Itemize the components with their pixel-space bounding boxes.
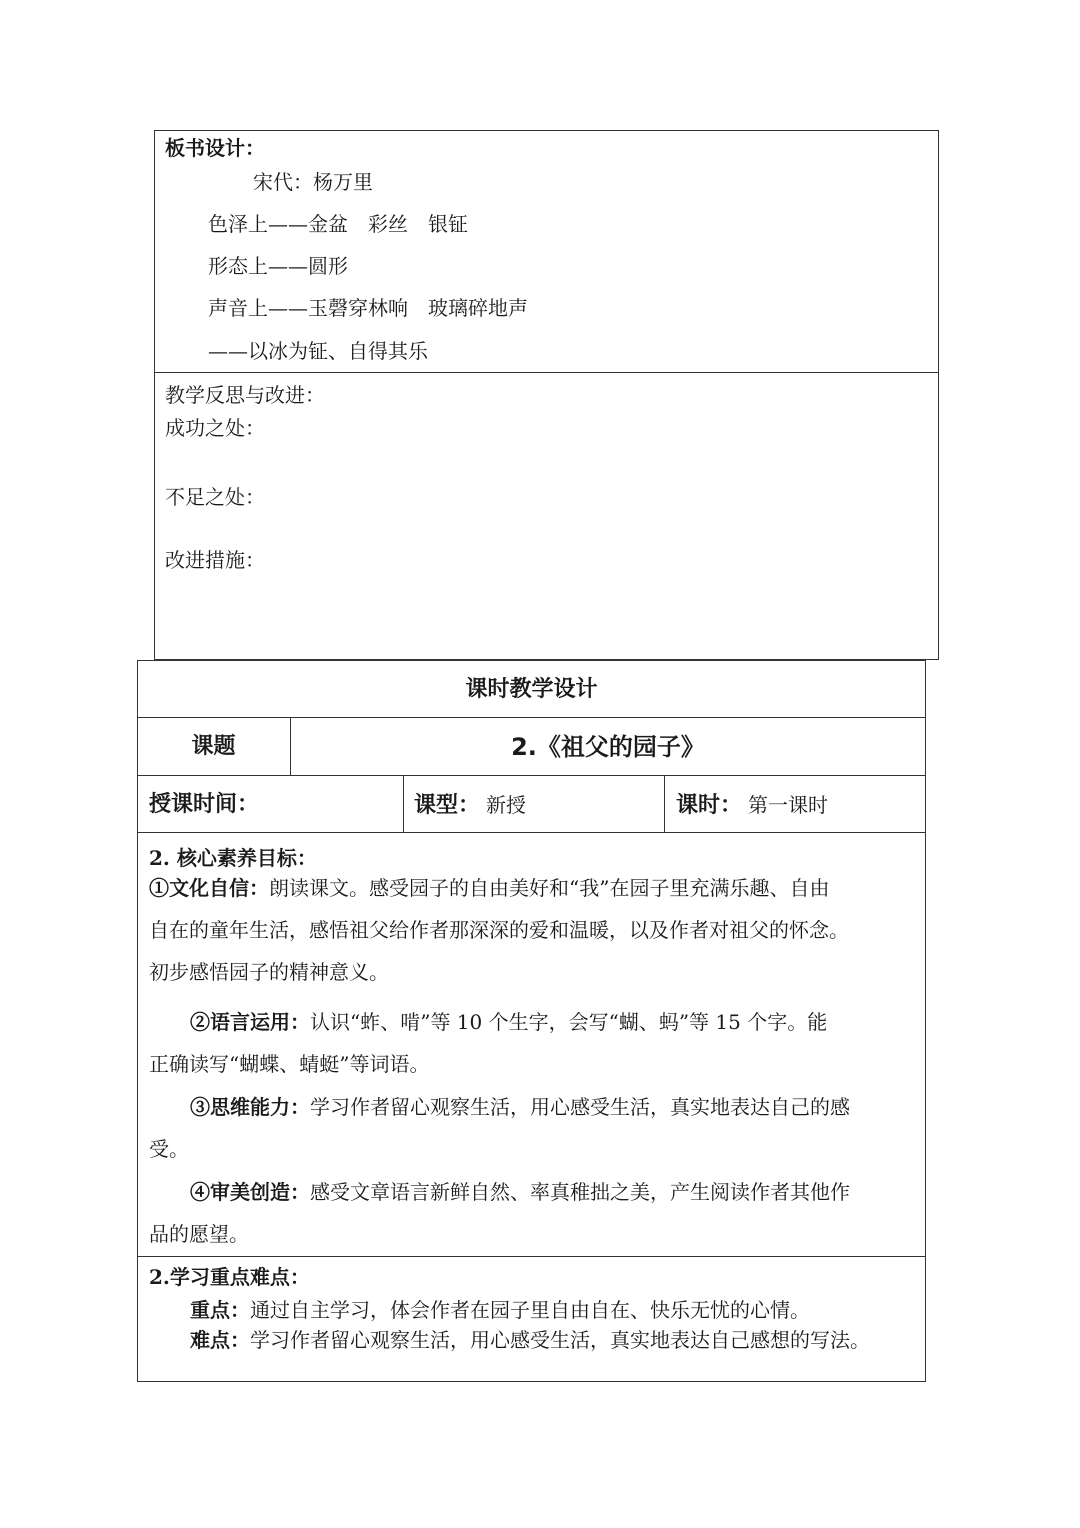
goal1-text-1: 朗读课文。感受园子的自由美好和“我”在园子里充满乐趣、自由 bbox=[269, 876, 830, 900]
reflection-title: 教学反思与改进： bbox=[165, 383, 325, 407]
lesson-row-divider bbox=[137, 832, 926, 833]
board-line-theme: ——以冰为钲、自得其乐 bbox=[208, 339, 428, 363]
board-line-author: 宋代：杨万里 bbox=[253, 170, 373, 194]
goal3-label: ③思维能力： bbox=[190, 1095, 310, 1119]
goal3-line2: 受。 bbox=[149, 1137, 189, 1161]
goal4-line1 bbox=[190, 1180, 850, 1204]
type-label: 课型： bbox=[414, 793, 481, 818]
type-value: 新授 bbox=[486, 793, 527, 817]
lesson-row-divider bbox=[137, 775, 926, 776]
lesson-row-divider bbox=[137, 717, 926, 718]
lesson-type bbox=[414, 791, 526, 820]
goal2-line1 bbox=[190, 1010, 827, 1034]
goal1-line1 bbox=[149, 876, 829, 900]
board-line-color: 色泽上——金盆 彩丝 银钲 bbox=[208, 212, 468, 236]
goal1-line3: 初步感悟园子的精神意义。 bbox=[149, 960, 389, 984]
topic-label: 课题 bbox=[191, 734, 236, 759]
key-point-line bbox=[190, 1298, 810, 1322]
reflection-success: 成功之处： bbox=[165, 416, 265, 440]
lesson-period bbox=[676, 791, 828, 820]
goal2-label: ②语言运用： bbox=[190, 1010, 310, 1034]
reflection-improvement: 改进措施： bbox=[165, 548, 265, 572]
difficult-point-line bbox=[190, 1328, 870, 1352]
lesson-header: 课时教学设计 bbox=[465, 677, 598, 702]
topic-value: 2.《祖父的园子》 bbox=[511, 733, 705, 761]
goal4-label: ④审美创造： bbox=[190, 1180, 310, 1204]
key-points-title: 2.学习重点难点： bbox=[149, 1265, 310, 1289]
board-line-sound: 声音上——玉磬穿林响 玻璃碎地声 bbox=[208, 296, 528, 320]
goal4-text-1: 感受文章语言新鲜自然、率真稚拙之美，产生阅读作者其他作 bbox=[310, 1180, 850, 1204]
lesson-col-divider bbox=[664, 775, 665, 832]
board-design-divider bbox=[154, 372, 939, 373]
key-point-label: 重点： bbox=[190, 1298, 250, 1322]
lesson-row-divider bbox=[137, 1256, 926, 1257]
goal2-text-1: 认识“蚱、啃”等 10 个生字，会写“蝴、蚂”等 15 个字。能 bbox=[310, 1010, 828, 1034]
time-label: 授课时间： bbox=[149, 792, 260, 817]
difficult-point-label: 难点： bbox=[190, 1328, 250, 1352]
board-design-title: 板书设计： bbox=[165, 136, 265, 160]
difficult-point-text: 学习作者留心观察生活，用心感受生活，真实地表达自己感想的写法。 bbox=[250, 1328, 870, 1352]
board-line-shape: 形态上——圆形 bbox=[208, 254, 348, 278]
goal3-text-1: 学习作者留心观察生活，用心感受生活，真实地表达自己的感 bbox=[310, 1095, 850, 1119]
period-value: 第一课时 bbox=[748, 793, 829, 817]
goal4-line2: 品的愿望。 bbox=[149, 1222, 249, 1246]
period-label: 课时： bbox=[676, 793, 743, 818]
goals-title: 2. 核心素养目标： bbox=[149, 846, 317, 870]
lesson-col-divider bbox=[403, 775, 404, 832]
goal3-line1 bbox=[190, 1095, 850, 1119]
reflection-shortcoming: 不足之处： bbox=[165, 485, 265, 509]
key-point-text: 通过自主学习，体会作者在园子里自由自在、快乐无忧的心情。 bbox=[250, 1298, 810, 1322]
goal2-line2: 正确读写“蝴蝶、蜻蜓”等词语。 bbox=[149, 1052, 430, 1076]
goal1-line2: 自在的童年生活，感悟祖父给作者那深深的爱和温暖，以及作者对祖父的怀念。 bbox=[149, 918, 849, 942]
goal1-label: ①文化自信： bbox=[149, 876, 269, 900]
